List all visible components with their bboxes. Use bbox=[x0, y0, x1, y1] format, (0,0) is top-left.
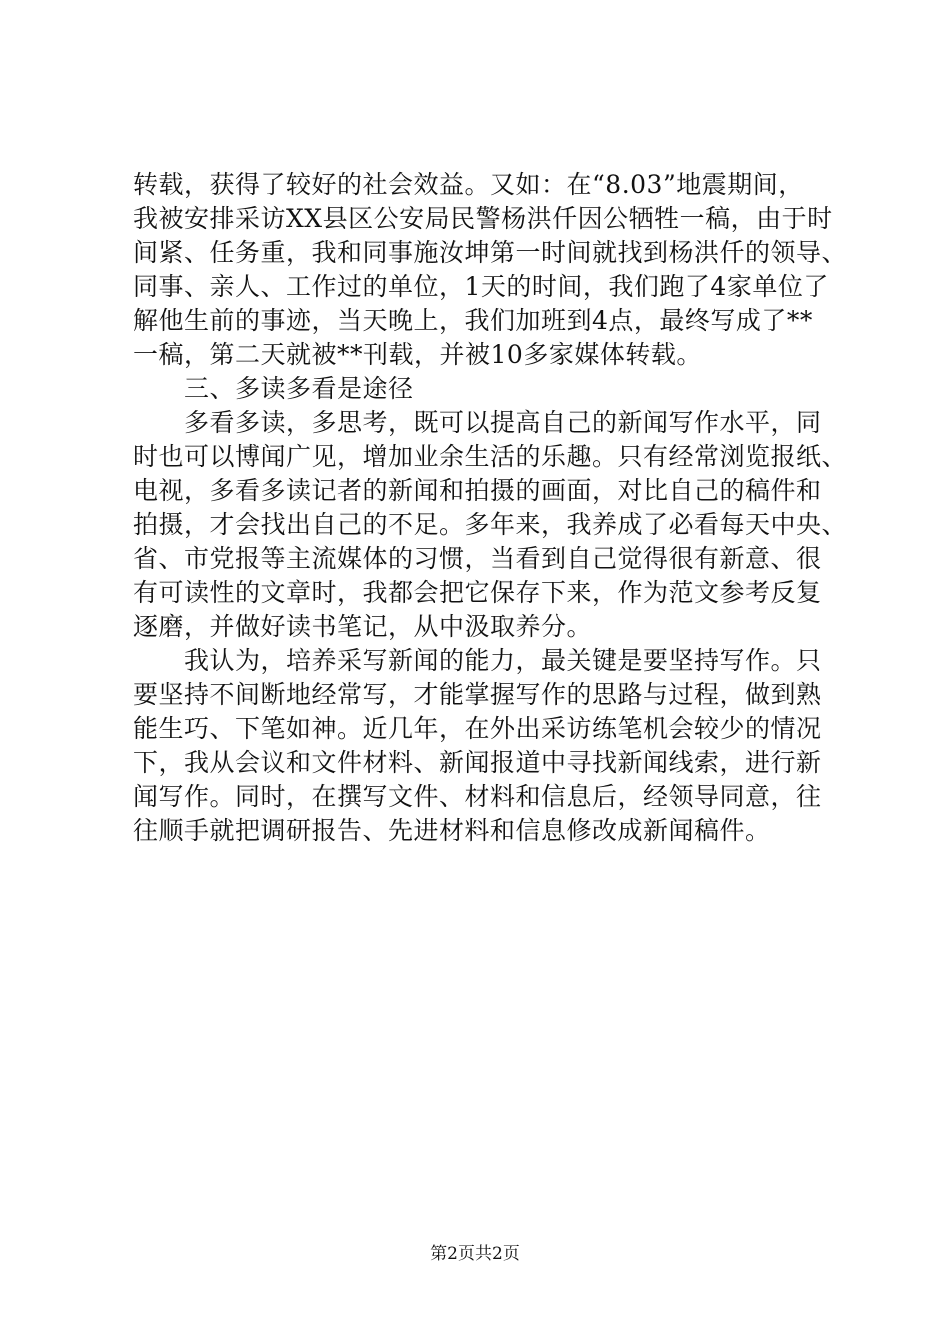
text-line: 往顺手就把调研报告、先进材料和信息修改成新闻稿件。 bbox=[133, 816, 771, 845]
page-number: 第2页 bbox=[430, 1244, 475, 1264]
text-line: 解他生前的事迹，当天晚上，我们加班到4点，最终写成了** bbox=[133, 306, 813, 335]
text-line: 能生巧、下笔如神。近几年，在外出采访练笔机会较少的情况 bbox=[133, 714, 822, 743]
text-line: 拍摄，才会找出自己的不足。多年来，我养成了必看每天中央、 bbox=[133, 510, 848, 539]
page-footer bbox=[0, 1242, 950, 1266]
document-body bbox=[133, 168, 848, 848]
text-line: 电视，多看多读记者的新闻和拍摄的画面，对比自己的稿件和 bbox=[133, 476, 822, 505]
text-line: 同事、亲人、工作过的单位，1天的时间，我们跑了4家单位了 bbox=[133, 272, 829, 301]
text-line: 要坚持不间断地经常写，才能掌握写作的思路与过程，做到熟 bbox=[133, 680, 822, 709]
text-line: 逐磨，并做好读书笔记，从中汲取养分。 bbox=[133, 612, 593, 641]
section-heading: 三、多读多看是途径 bbox=[133, 374, 414, 403]
page-total: 共2页 bbox=[475, 1244, 520, 1264]
text-line: 间紧、任务重，我和同事施汝坤第一时间就找到杨洪仟的领导、 bbox=[133, 238, 848, 267]
text-line: 下，我从会议和文件材料、新闻报道中寻找新闻线索，进行新 bbox=[133, 748, 822, 777]
text-line: 一稿，第二天就被**刊载，并被10多家媒体转载。 bbox=[133, 340, 702, 369]
text-line: 我认为，培养采写新闻的能力，最关键是要坚持写作。只 bbox=[133, 646, 822, 675]
text-line: 时也可以博闻广见，增加业余生活的乐趣。只有经常浏览报纸、 bbox=[133, 442, 848, 471]
text-line: 我被安排采访XX县区公安局民警杨洪仟因公牺牲一稿，由于时 bbox=[133, 204, 833, 233]
text-line: 有可读性的文章时，我都会把它保存下来，作为范文参考反复 bbox=[133, 578, 822, 607]
text-line: 闻写作。同时，在撰写文件、材料和信息后，经领导同意，往 bbox=[133, 782, 822, 811]
text-line: 转载，获得了较好的社会效益。又如：在“8.03”地震期间， bbox=[133, 170, 804, 199]
text-line: 省、市党报等主流媒体的习惯，当看到自己觉得很有新意、很 bbox=[133, 544, 822, 573]
text-line: 多看多读，多思考，既可以提高自己的新闻写作水平，同 bbox=[133, 408, 822, 437]
